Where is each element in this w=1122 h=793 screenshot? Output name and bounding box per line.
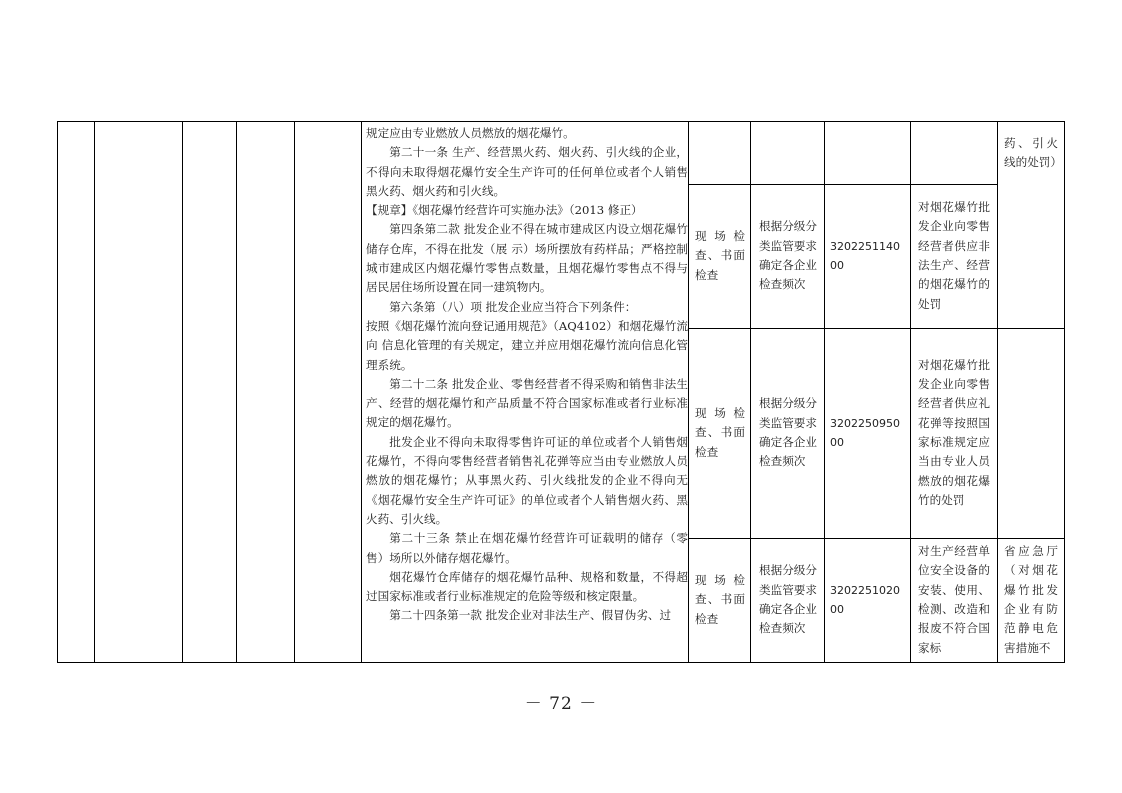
law-paragraph: 【规章】《烟花爆竹经营许可实施办法》（2013 修正） (366, 203, 643, 218)
column-divider (997, 122, 998, 662)
code-cell (827, 538, 909, 662)
basis-text: 药、引火线的处罚） (1004, 135, 1062, 169)
code-cell (827, 328, 909, 538)
page-number: － 72 － (524, 694, 598, 714)
law-paragraph: 规定应由专业燃放人员燃放的烟花爆竹。 (366, 126, 575, 140)
method-text: 现场检查、书面检查 (695, 229, 745, 282)
method-text: 现场检查、书面检查 (695, 406, 745, 459)
basis-text: 省应急厅（对烟花爆竹批发企业有防范静电危害措施不 (1004, 544, 1058, 655)
column-divider (236, 122, 237, 662)
item-code: 320225095000 (830, 417, 900, 449)
legal-basis-text (366, 124, 688, 626)
method-cell (691, 328, 749, 538)
item-text: 对生产经营单位安全设备的安装、使用、检测、改造和报废不符合国家标 (918, 544, 990, 655)
frequency-text: 根据分级分类监管要求确定各企业检查频次 (759, 563, 817, 636)
law-paragraph: 第二十四条第一款 批发企业对非法生产、假冒伪劣、过 (389, 608, 672, 623)
item-code: 320225114000 (830, 240, 900, 272)
column-divider (750, 122, 751, 662)
method-text: 现场检查、书面检查 (695, 573, 745, 626)
column-divider (294, 122, 295, 662)
column-divider (361, 122, 362, 662)
law-paragraph: 第二十二条 批发企业、零售经营者不得采购和销售非法生产、经营的烟花爆竹和产品质量不符合国家标准或者行业标准规定的烟花爆竹。 (366, 376, 688, 430)
item-code: 320225102000 (830, 584, 900, 616)
frequency-cell (753, 538, 823, 662)
basis-cell (1000, 122, 1062, 184)
column-divider (910, 122, 911, 662)
enforcement-table (57, 121, 1065, 663)
item-cell (913, 328, 995, 538)
column-divider (94, 122, 95, 662)
item-cell (913, 184, 995, 328)
item-text: 对烟花爆竹批发企业向零售经营者供应礼花弹等按照国家标准规定应当由专业人员燃放的烟花爆竹的处罚 (918, 357, 990, 507)
law-paragraph: 烟花爆竹仓库储存的烟花爆竹品种、规格和数量，不得超过国家标准或者行业标准规定的危险等级和核定限量。 (366, 569, 688, 604)
item-text: 对烟花爆竹批发企业向零售经营者供应非法生产、经营的烟花爆竹的处罚 (918, 200, 990, 311)
column-divider (824, 122, 825, 662)
frequency-cell (753, 328, 823, 538)
law-paragraph: 第二十一条 生产、经营黑火药、烟火药、引火线的企业，不得向未取得烟花爆竹安全生产许可的任何单位或者个人销售黑火药、烟火药和引火线。 (366, 145, 688, 198)
frequency-cell (753, 184, 823, 328)
column-divider (182, 122, 183, 662)
law-paragraph: 批发企业不得向未取得零售许可证的单位或者个人销售烟花爆竹，不得向零售经营者销售礼花弹等应当由专业燃放人员燃放的烟花爆竹；从事黑火药、引火线批发的企业不得向无《烟花爆竹安全生产许可证》的单位或者个人销售烟火药、黑火药、引火线。 (366, 434, 688, 526)
law-paragraph: 第二十三条 禁止在烟花爆竹经营许可证载明的储存（零售）场所以外储存烟花爆竹。 (366, 531, 688, 565)
method-cell (691, 184, 749, 328)
code-cell (827, 184, 909, 328)
basis-cell (1000, 538, 1062, 662)
frequency-text: 根据分级分类监管要求确定各企业检查频次 (759, 219, 817, 292)
law-paragraph: 按照《烟花爆竹流向登记通用规范》（AQ4102）和烟花爆竹流向 信息化管理的有关规定，建立并应用烟花爆竹流向信息化管理系统。 (366, 318, 688, 372)
method-cell (691, 538, 749, 662)
column-divider (688, 122, 689, 662)
item-cell (913, 538, 995, 662)
law-paragraph: 第六条第（八）项 批发企业应当符合下列条件： (389, 299, 637, 314)
frequency-text: 根据分级分类监管要求确定各企业检查频次 (759, 396, 817, 469)
law-paragraph: 第四条第二款 批发企业不得在城市建成区内设立烟花爆竹储存仓库，不得在批发（展 示）场所摆放有药样品；严格控制城市建成区内烟花爆竹零售点数量，且烟花爆竹零售点不得与居民居住场所设置在同一建筑物内。 (366, 222, 688, 295)
